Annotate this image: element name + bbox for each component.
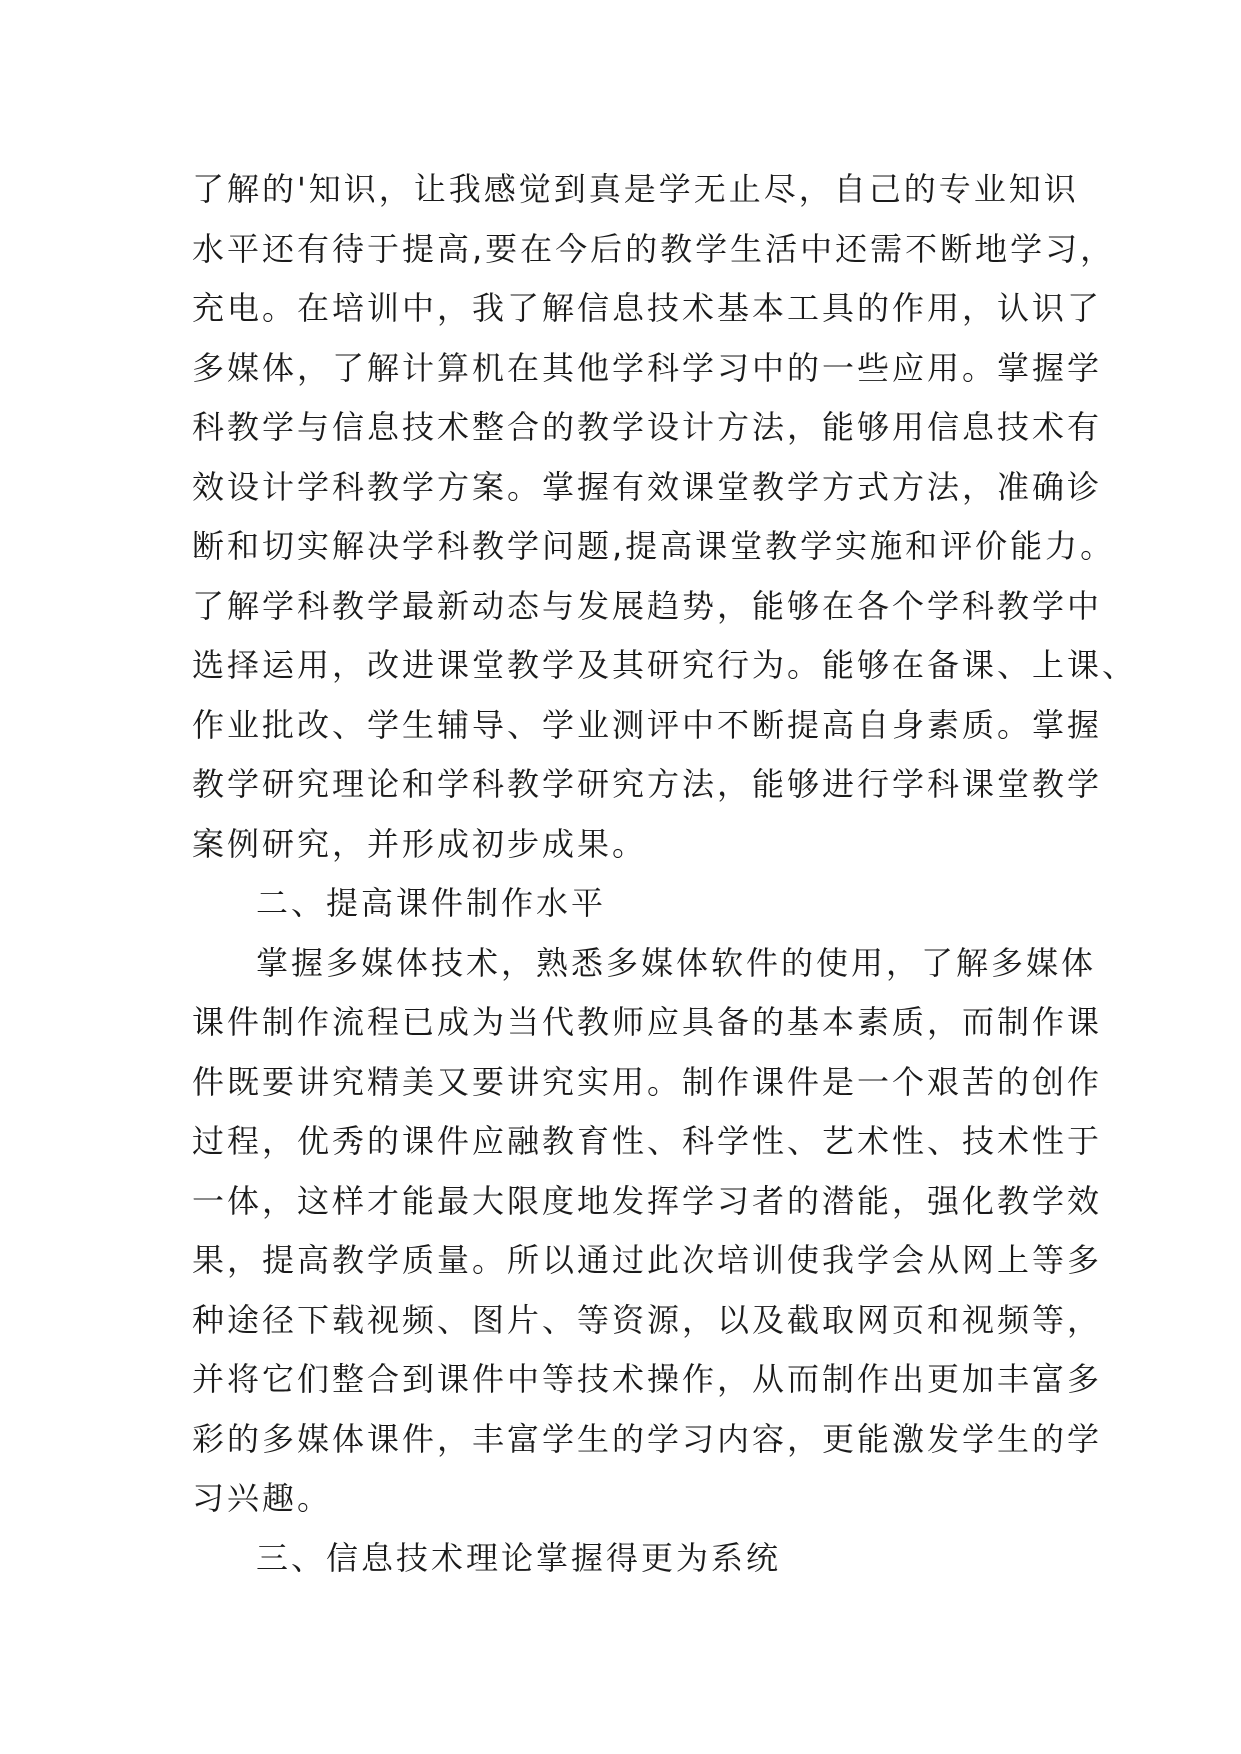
- body-line: 选择运用，改进课堂教学及其研究行为。能够在备课、上课、: [192, 646, 1138, 684]
- section-heading: 二、提高课件制作水平: [256, 884, 607, 922]
- paragraph-first-line: 掌握多媒体技术，熟悉多媒体软件的使用，了解多媒体: [256, 943, 1097, 982]
- document-body: [192, 160, 1138, 1588]
- body-line: 教学研究理论和学科教学研究方法，能够进行学科课堂教学: [192, 765, 1103, 803]
- body-line: 一体，这样才能最大限度地发挥学习者的潜能，强化教学效: [192, 1181, 1103, 1220]
- section-heading: 三、信息技术理论掌握得更为系统: [256, 1538, 782, 1577]
- body-line: 断和切实解决学科教学问题,提高课堂教学实施和评价能力。: [192, 527, 1116, 565]
- body-line: 果，提高教学质量。所以通过此次培训使我学会从网上等多: [192, 1241, 1103, 1279]
- body-line: 课件制作流程已成为当代教师应具备的基本素质，而制作课: [192, 1003, 1103, 1041]
- body-line: 科教学与信息技术整合的教学设计方法，能够用信息技术有: [192, 408, 1103, 446]
- body-line: 了解的'知识，让我感觉到真是学无止尽，自己的专业知识: [192, 170, 1079, 208]
- body-line: 并将它们整合到课件中等技术操作，从而制作出更加丰富多: [192, 1360, 1103, 1398]
- body-line: 水平还有待于提高,要在今后的教学生活中还需不断地学习，: [192, 229, 1116, 268]
- body-line: 种途径下载视频、图片、等资源，以及截取网页和视频等，: [192, 1300, 1103, 1339]
- body-line: 过程，优秀的课件应融教育性、科学性、艺术性、技术性于: [192, 1122, 1103, 1160]
- body-line: 效设计学科教学方案。掌握有效课堂教学方式方法，准确诊: [192, 467, 1103, 506]
- body-line: 件既要讲究精美又要讲究实用。制作课件是一个艰苦的创作: [192, 1062, 1103, 1101]
- body-line: 彩的多媒体课件，丰富学生的学习内容，更能激发学生的学: [192, 1419, 1103, 1458]
- body-line: 作业批改、学生辅导、学业测评中不断提高自身素质。掌握: [192, 705, 1103, 744]
- body-line: 习兴趣。: [192, 1479, 333, 1517]
- body-line: 案例研究，并形成初步成果。: [192, 824, 648, 863]
- body-line: 了解学科教学最新动态与发展趋势，能够在各个学科教学中: [192, 586, 1103, 625]
- body-line: 多媒体，了解计算机在其他学科学习中的一些应用。掌握学: [192, 348, 1103, 387]
- body-line: 充电。在培训中，我了解信息技术基本工具的作用，认识了: [192, 289, 1103, 327]
